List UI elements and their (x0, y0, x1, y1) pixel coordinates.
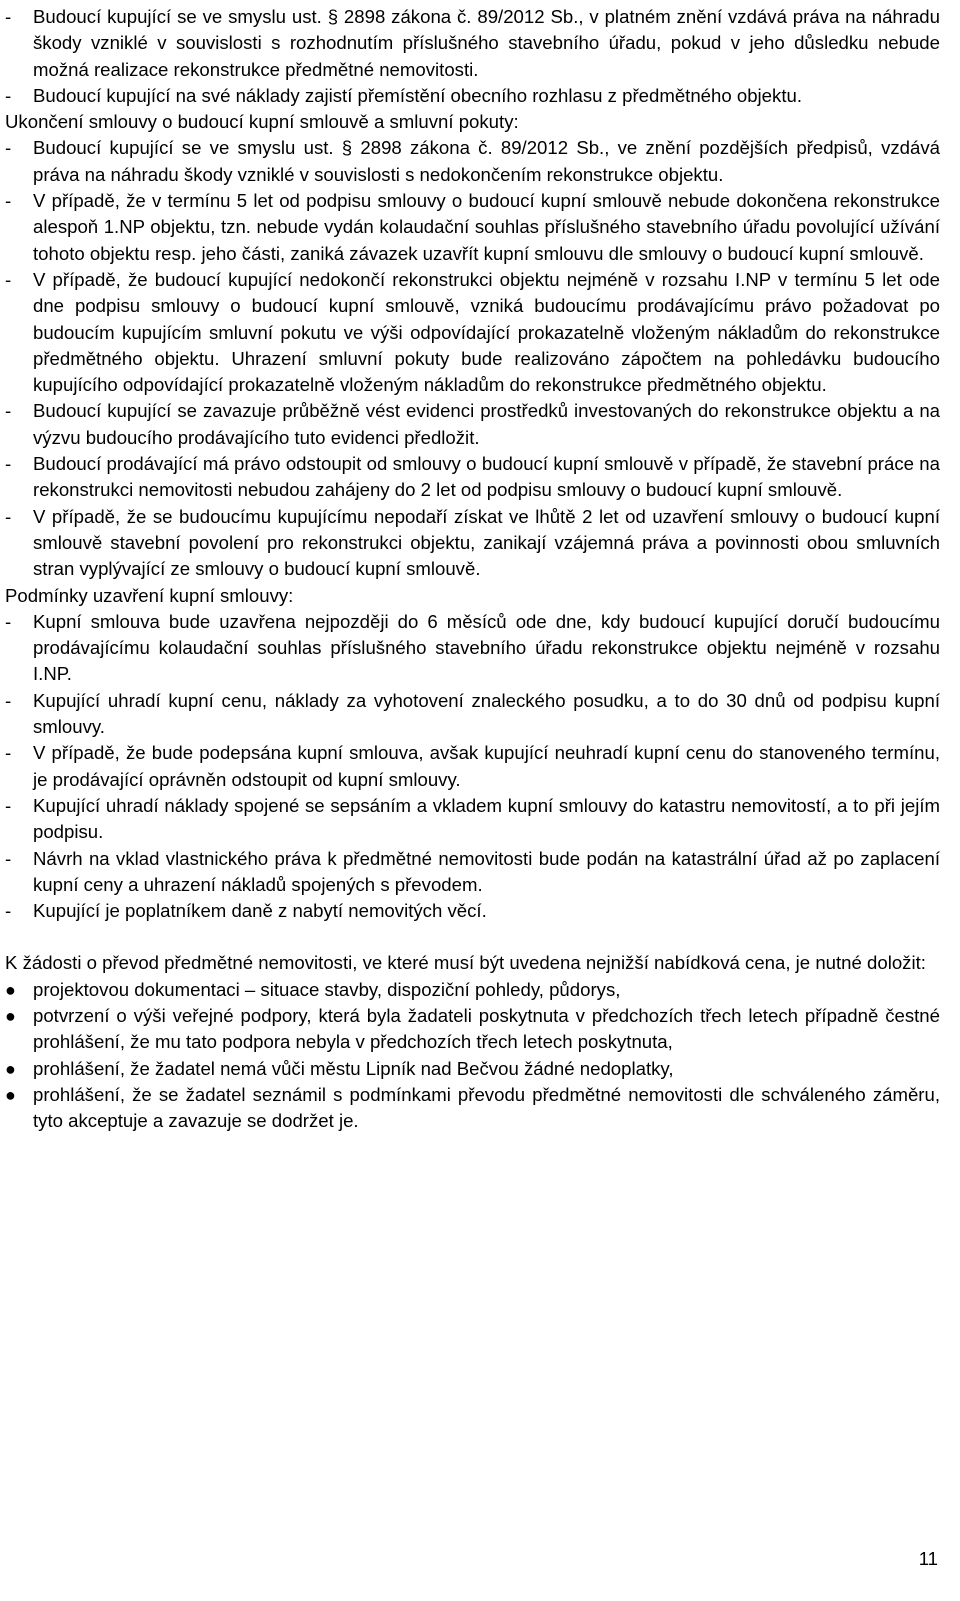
bullet-item-text: projektovou dokumentaci – situace stavby, dispoziční pohledy, půdorys, (33, 978, 621, 1000)
bullet-icon: ● (5, 1084, 16, 1105)
list-item-text: Kupující je poplatníkem daně z nabytí nemovitých věcí. (33, 900, 487, 922)
document-page (5, 4, 940, 1134)
dash-marker: - (5, 610, 12, 632)
list-item (5, 688, 940, 741)
bullet-item (5, 1003, 940, 1056)
spacer (5, 924, 940, 950)
list-item (5, 83, 940, 109)
list-item (5, 135, 940, 188)
list-item (5, 740, 940, 793)
list-item-text: Budoucí kupující se ve smyslu ust. § 2898 zákona č. 89/2012 Sb., v platném znění vzdává práva na náhradu škody vzniklé v souvislosti s rozhodnutím příslušného stavebního úřadu, pokud v jeho důsledku nebude možná realizace rekonstrukce předmětné nemovitosti. (33, 6, 940, 80)
dash-marker: - (5, 742, 12, 764)
list-item-text: Budoucí kupující na své náklady zajistí přemístění obecního rozhlasu z předmětného objektu. (33, 84, 802, 106)
dash-marker: - (5, 6, 12, 27)
conditions-heading: Podmínky uzavření kupní smlouvy: (5, 584, 294, 606)
list-item (5, 398, 940, 451)
list-item-text: Návrh na vklad vlastnického práva k předmětné nemovitosti bude podán na katastrální úřad až po zaplacení kupní ceny a uhrazení nákladů spojených s převodem. (33, 847, 940, 895)
list-item-text: Kupující uhradí kupní cenu, náklady za vyhotovení znaleckého posudku, a to do 30 dnů od podpisu kupní smlouvy. (33, 689, 940, 738)
list-item-text: Kupující uhradí náklady spojené se sepsáním a vkladem kupní smlouvy do katastru nemovitostí, a to při jejím podpisu. (33, 794, 940, 843)
dash-marker: - (5, 689, 12, 711)
list-item (5, 4, 940, 83)
list-item-text: Kupní smlouva bude uzavřena nejpozději do 6 měsíců ode dne, kdy budoucí kupující doručí budoucímu prodávajícímu kolaudační souhlas příslušného stavebního úřadu rekonstrukce objektu nejméně v rozsahu I.NP. (33, 610, 940, 685)
dash-marker: - (5, 137, 12, 159)
dash-marker: - (5, 84, 12, 106)
bullet-item (5, 1056, 940, 1082)
list-item (5, 898, 940, 924)
list-item (5, 846, 940, 899)
list-item (5, 793, 940, 846)
bullet-icon: ● (5, 979, 16, 1000)
bullet-icon: ● (5, 1058, 16, 1079)
dash-marker: - (5, 847, 12, 869)
list-item (5, 451, 940, 504)
list-item-text: V případě, že v termínu 5 let od podpisu smlouvy o budoucí kupní smlouvě nebude dokončena rekonstrukce alespoň 1.NP objektu, tzn. nebude vydán kolaudační souhlas příslušného stavebního úřadu povolující užívání tohoto objektu resp. jeho části, zaniká závazek uzavřít kupní smlouvu dle smlouvy o budoucí kupní smlouvě. (33, 190, 940, 264)
bullet-item (5, 977, 940, 1003)
list-item (5, 609, 940, 688)
list-item (5, 267, 940, 398)
dash-marker: - (5, 400, 12, 422)
bullet-item-text: prohlášení, že se žadatel seznámil s podmínkami převodu předmětné nemovitosti dle schváleného záměru, tyto akceptuje a zavazuje se dodržet je. (33, 1083, 940, 1132)
list-item-text: Budoucí kupující se zavazuje průběžně vést evidenci prostředků investovaných do rekonstrukce objektu a na výzvu budoucího prodávajícího tuto evidenci předložit. (33, 400, 940, 448)
request-paragraph: K žádosti o převod předmětné nemovitosti, ve které musí být uvedena nejnižší nabídková cena, je nutné doložit: (5, 952, 926, 974)
page-number: 11 (918, 1548, 938, 1569)
list-item-text: V případě, že bude podepsána kupní smlouva, avšak kupující neuhradí kupní cenu do stanoveného termínu, je prodávající oprávněn odstoupit od kupní smlouvy. (33, 742, 940, 790)
termination-heading: Ukončení smlouvy o budoucí kupní smlouvě a smluvní pokuty: (5, 111, 519, 133)
dash-marker: - (5, 268, 12, 290)
bullet-icon: ● (5, 1005, 16, 1026)
bullet-item-text: potvrzení o výši veřejné podpory, která byla žadateli poskytnuta v předchozích třech letech případně čestné prohlášení, že mu tato podpora nebyla v předchozích třech letech poskytnuta, (33, 1004, 940, 1053)
dash-marker: - (5, 190, 12, 212)
list-item (5, 188, 940, 267)
dash-marker: - (5, 900, 12, 922)
dash-marker: - (5, 505, 12, 527)
list-item-text: Budoucí kupující se ve smyslu ust. § 2898 zákona č. 89/2012 Sb., ve znění pozdějších předpisů, vzdává práva na náhradu škody vzniklé v souvislosti s nedokončením rekonstrukce objektu. (33, 137, 940, 185)
list-item-text: V případě, že se budoucímu kupujícímu nepodaří získat ve lhůtě 2 let od uzavření smlouvy o budoucí kupní smlouvě stavební povolení pro rekonstrukci objektu, zanikají vzájemná práva a povinnosti obou smluvních stran vyplývající ze smlouvy o budoucí kupní smlouvě. (33, 505, 940, 580)
bullet-item-text: prohlášení, že žadatel nemá vůči městu Lipník nad Bečvou žádné nedoplatky, (33, 1057, 674, 1079)
list-item-text: Budoucí prodávající má právo odstoupit od smlouvy o budoucí kupní smlouvě v případě, že stavební práce na rekonstrukci nemovitosti nebudou zahájeny do 2 let od podpisu smlouvy o budoucí kupní smlouvě. (33, 453, 940, 501)
dash-marker: - (5, 794, 12, 816)
bullet-item (5, 1082, 940, 1135)
dash-marker: - (5, 453, 12, 475)
list-item (5, 504, 940, 583)
list-item-text: V případě, že budoucí kupující nedokončí rekonstrukci objektu nejméně v rozsahu I.NP v termínu 5 let ode dne podpisu smlouvy o budoucí kupní smlouvě, vzniká budoucímu prodávajícímu právo požadovat po budoucím kupujícím smluvní pokutu ve výši odpovídající prokazatelně vloženým nákladům do rekonstrukce předmětného objektu. Uhrazení smluvní pokuty bude realizováno zápočtem na pohledávku budoucího kupujícího odpovídající prokazatelně vloženým nákladům do rekonstrukce předmětného objektu. (33, 268, 940, 396)
